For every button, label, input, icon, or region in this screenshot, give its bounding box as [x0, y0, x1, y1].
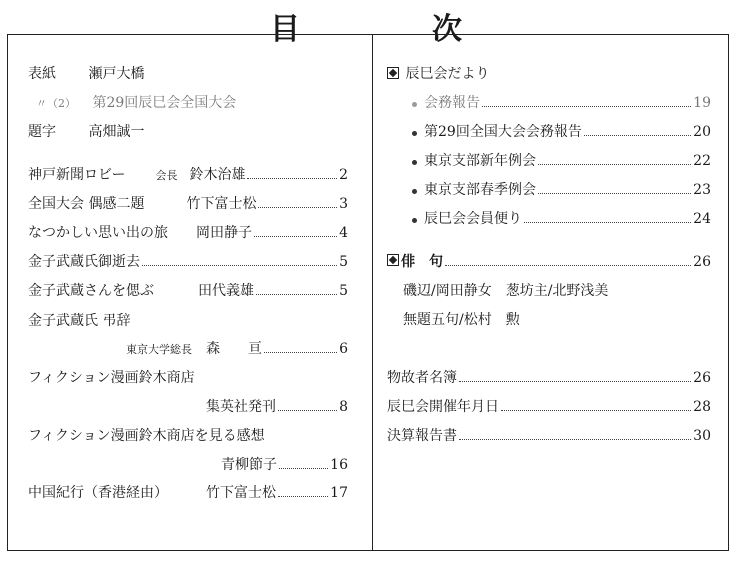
ditto-mark: 〃（2）: [36, 97, 76, 110]
entry-title: なつかしい思い出の旅: [28, 225, 168, 241]
toc-entry[interactable]: [387, 398, 711, 416]
leader-dots: [142, 265, 337, 266]
toc-entry[interactable]: [412, 210, 711, 228]
leader-dots: [524, 222, 691, 223]
entry-page: 3: [339, 196, 348, 212]
entry-author: 森 亘: [206, 341, 262, 357]
entry-page: 5: [339, 283, 348, 299]
toc-entry[interactable]: [387, 369, 711, 387]
entry-page: 20: [693, 124, 711, 140]
leader-dots: [278, 410, 337, 411]
cover-label: 表紙: [28, 66, 56, 82]
toc-entry[interactable]: [28, 427, 348, 445]
entry-page: 16: [330, 457, 348, 473]
dot-bullet-icon: [412, 160, 417, 165]
leader-dots: [459, 381, 691, 382]
entry-page: 6: [339, 341, 348, 357]
haiku-line: 磯辺/岡田静女 葱坊主/北野浅美: [403, 283, 609, 299]
diamond-bullet-icon: [387, 67, 399, 79]
section-title: 辰巳会だより: [405, 66, 490, 82]
toc-entry[interactable]: [28, 282, 348, 300]
entry-title: フィクション漫画鈴木商店を見る感想: [28, 428, 265, 444]
cover-value: 瀬戸大橋: [88, 66, 145, 82]
toc-entry[interactable]: [412, 94, 711, 112]
title-char-2: 次: [432, 12, 462, 47]
leader-dots: [584, 135, 691, 136]
toc-entry-detail[interactable]: [221, 456, 348, 474]
calligraphy-value: 高畑誠一: [88, 124, 145, 140]
entry-title: 金子武蔵氏御逝去: [28, 254, 140, 270]
leader-dots: [279, 468, 328, 469]
entry-author: 岡田静子: [196, 225, 252, 241]
entry-title: 全国大会 偶感二題: [28, 196, 145, 212]
cover-row: [28, 65, 348, 83]
toc-entry[interactable]: [28, 312, 348, 330]
leader-dots: [538, 164, 691, 165]
entry-page: 19: [693, 95, 711, 111]
entry-author: 田代義雄: [198, 283, 254, 299]
section-heading: [387, 65, 711, 83]
section-title: 俳 句: [401, 254, 443, 270]
entry-title: 金子武蔵さんを偲ぶ: [28, 283, 154, 299]
entry-page: 23: [693, 182, 711, 198]
toc-entry[interactable]: [28, 253, 348, 271]
toc-entry[interactable]: [412, 123, 711, 141]
toc-entry[interactable]: [412, 152, 711, 170]
entry-title: 辰巳会会員便り: [424, 211, 522, 227]
entry-page: 4: [339, 225, 348, 241]
entry-title: 会務報告: [424, 95, 480, 111]
entry-title: 中国紀行（香港経由）: [28, 485, 168, 501]
dot-bullet-icon: [412, 218, 417, 223]
toc-entry[interactable]: [28, 166, 348, 185]
entry-page: 17: [330, 485, 348, 501]
haiku-line: 無題五句/松村 勲: [403, 312, 520, 328]
entry-author: 竹下富士松: [186, 196, 257, 212]
leader-dots: [538, 193, 691, 194]
entry-page: 5: [339, 254, 348, 270]
entry-page: 22: [693, 153, 711, 169]
entry-title: 金子武蔵氏 弔辞: [28, 313, 131, 329]
leader-dots: [254, 236, 337, 237]
entry-title: 神戸新聞ロビー: [28, 167, 126, 183]
entry-role: 会長: [155, 169, 178, 182]
title-char-1: 目: [270, 12, 300, 47]
entry-role: 東京大学総長: [126, 343, 192, 356]
dot-bullet-icon: [412, 189, 417, 194]
entry-page: 26: [693, 370, 711, 386]
toc-entry[interactable]: [387, 253, 711, 271]
dot-bullet-icon: [412, 131, 417, 136]
entry-title: 第29回全国大会会務報告: [424, 124, 582, 140]
toc-entry[interactable]: [28, 369, 348, 387]
entry-title: 物故者名簿: [387, 370, 457, 386]
leader-dots: [258, 207, 337, 208]
diamond-bullet-icon: [387, 254, 399, 266]
entry-title: 東京支部新年例会: [424, 153, 536, 169]
entry-page: 26: [693, 254, 711, 270]
leader-dots: [459, 439, 691, 440]
entry-author: 青柳節子: [221, 457, 277, 473]
cover-photo-value: 第29回辰巳会全国大会: [92, 95, 237, 111]
entry-author: 竹下富士松: [206, 485, 276, 501]
calligraphy-row: [28, 123, 348, 141]
leader-dots: [247, 178, 337, 179]
entry-page: 24: [693, 211, 711, 227]
entry-title: フィクション漫画鈴木商店: [28, 370, 195, 386]
toc-entry-detail[interactable]: [126, 340, 348, 359]
calligraphy-label: 題字: [28, 124, 56, 140]
toc-entry[interactable]: [28, 484, 348, 502]
toc-entry[interactable]: [387, 427, 711, 445]
entry-title: 東京支部春季例会: [424, 182, 536, 198]
leader-dots: [278, 496, 328, 497]
entry-page: 28: [693, 399, 711, 415]
leader-dots: [256, 294, 337, 295]
toc-entry[interactable]: [412, 181, 711, 199]
dot-bullet-icon: [412, 102, 417, 107]
leader-dots: [264, 352, 337, 353]
leader-dots: [445, 265, 691, 266]
column-divider: [372, 34, 373, 551]
entry-author: 集英社発刊: [206, 399, 276, 415]
cover-photo-row: [36, 94, 356, 113]
entry-page: 2: [339, 167, 348, 183]
toc-entry[interactable]: [28, 224, 348, 242]
entry-author: 鈴木治雄: [189, 167, 246, 183]
entry-title: 辰巳会開催年月日: [387, 399, 499, 415]
leader-dots: [482, 106, 691, 107]
toc-entry[interactable]: [28, 195, 348, 213]
entry-title: 決算報告書: [387, 428, 457, 444]
leader-dots: [501, 410, 691, 411]
entry-page: 30: [693, 428, 711, 444]
entry-page: 8: [339, 399, 348, 415]
toc-entry-detail[interactable]: [206, 398, 348, 416]
